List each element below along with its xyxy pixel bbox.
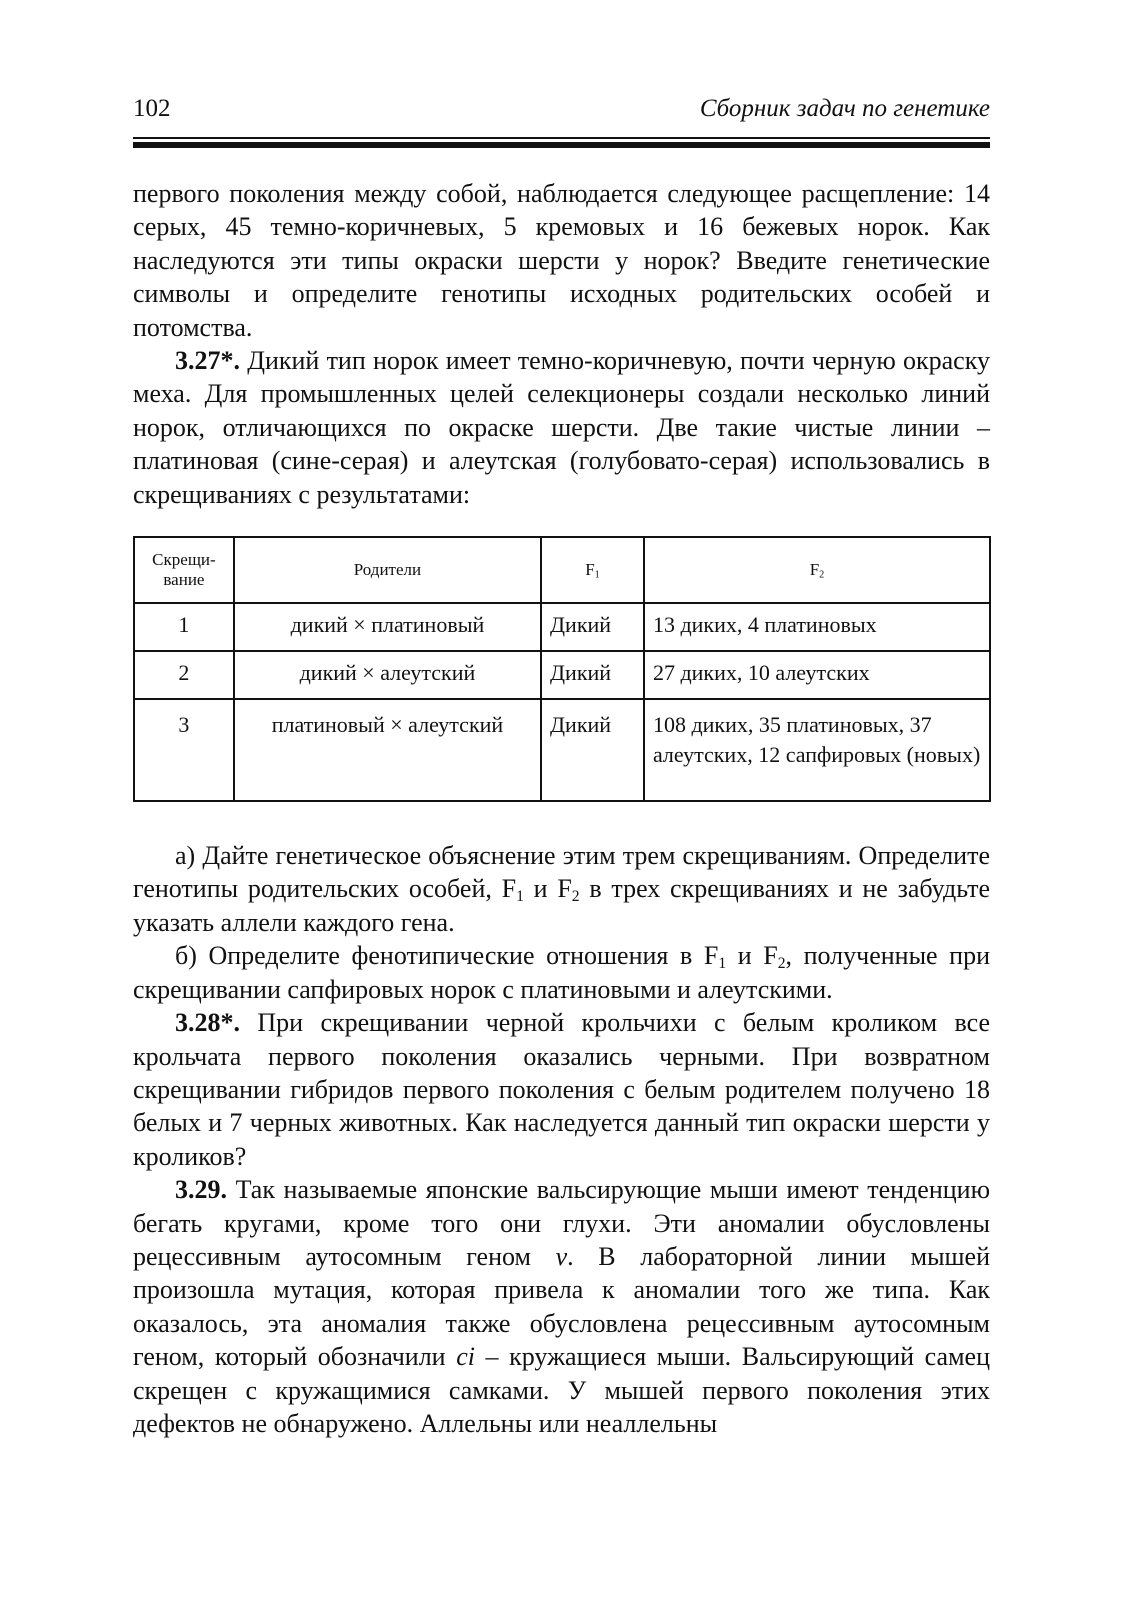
gene-symbol-v: v <box>555 1241 568 1271</box>
cell-cross-number: 3 <box>134 699 234 801</box>
cell-f2: 13 диких, 4 платиновых <box>644 603 990 651</box>
problem-text: Дикий тип норок имеет темно-коричневую, почти черную окраску меха. Для промышленных целей селекционеры создали несколько линий норок, отличающихся по окраске шерсти. Две такие чистые линии – платиновая (сине-серая) и алеутская (голубовато-серая) использовались в скрещиваниях с результатами: <box>133 346 990 509</box>
header-parents: Родители <box>234 537 541 603</box>
problem-3-29: 3.29. Так называемые японские вальсирующие мыши имеют тенденцию бегать кругами, кроме того они глухи. Эти аномалии обусловлены рецессивным аутосомным геном v. В лабораторной линии мышей произошла мутация, которая привела к аномалии того же типа. Как оказалось, эта аномалия также обусловлена рецессивным аутосомным геном, который обозначили ci – кружащиеся мыши. Вальсирующий самец скрещен с кружащимися самками. У мышей первого поколения этих дефектов не обнаружено. Аллельны или неаллельны <box>133 1175 991 1438</box>
problem-number: 3.28*. <box>175 1008 240 1038</box>
running-header <box>133 95 990 135</box>
cross-results-table <box>133 536 991 802</box>
paragraph-continued: первого поколения между собой, наблюдается следующее расщепление: 14 серых, 45 темно-коричневых, 5 кремовых и 16 бежевых норок. Как наследуются эти типы окраски шерсти у норок? Введите генетические символы и определите генотипы исходных родительских особей и потомства. <box>133 179 990 342</box>
cell-f2: 108 диких, 35 платиновых, 37 алеутских, 12 сапфировых (новых) <box>644 699 990 801</box>
page-body <box>133 177 990 1440</box>
problem-3-28 <box>133 1006 990 1173</box>
question-a: а) Дайте генетическое объяснение этим трем скрещиваниям. Определите генотипы родительских особей, $F_1$ и $F_2$ в трех скрещиваниях и не забудьте указать аллели каждого гена. <box>133 841 991 937</box>
header-rule-thick <box>133 142 990 148</box>
question-b: б) Определите фенотипические отношения в $F_1$ и $F_2$, полученные при скрещивании сапфировых норок с платиновыми и алеутскими. <box>133 941 991 1004</box>
book-title: Сборник задач по генетике <box>699 95 990 122</box>
header-rule-thin <box>133 137 990 139</box>
problem-text: При скрещивании черной крольчихи с белым кроликом все крольчата первого поколения оказались черными. При возвратном скрещивании гибридов первого поколения с белым родителем получено 18 белых и 7 черных животных. Как наследуется данный тип окраски шерсти у кроликов? <box>133 1008 990 1171</box>
table-row <box>134 603 990 651</box>
cell-cross-number: 2 <box>134 651 234 699</box>
table-row <box>134 651 990 699</box>
cell-f1: Дикий <box>541 603 644 651</box>
cell-parents: дикий × платиновый <box>234 603 541 651</box>
cell-f1: Дикий <box>541 699 644 801</box>
problem-number: 3.27*. <box>175 346 240 376</box>
header-f1: $F_1$ <box>541 537 644 603</box>
header-cross: Скрещи-вание <box>134 537 234 603</box>
cell-parents: дикий × алеутский <box>234 651 541 699</box>
cell-parents: платиновый × алеутский <box>234 699 541 801</box>
table-header-row <box>134 537 990 603</box>
book-page <box>133 95 990 1440</box>
problem-3-27 <box>133 344 990 511</box>
problem-number: 3.29. <box>175 1175 227 1205</box>
cell-cross-number: 1 <box>134 603 234 651</box>
gene-symbol-ci: ci <box>456 1342 475 1372</box>
cell-f2: 27 диких, 10 алеутских <box>644 651 990 699</box>
page-number: 102 <box>133 95 171 122</box>
cell-f1: Дикий <box>541 651 644 699</box>
header-f2: $F_2$ <box>644 537 990 603</box>
table-row <box>134 699 990 801</box>
